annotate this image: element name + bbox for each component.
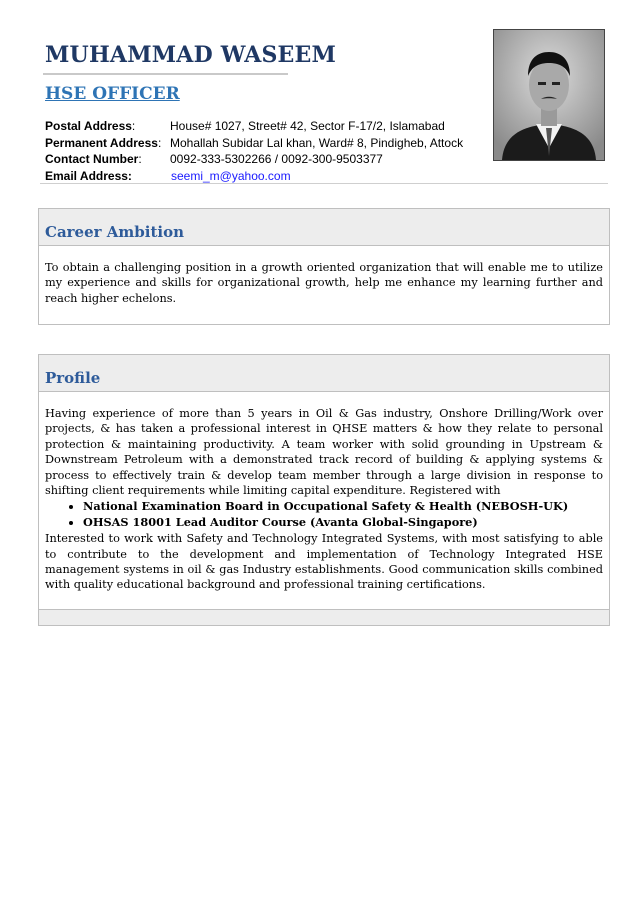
postal-address-value: House# 1027, Street# 42, Sector F-17/2, Islamabad bbox=[170, 119, 445, 133]
profile-outro: Interested to work with Safety and Technology Integrated Systems, with most satisfying to able to contribute to the development and implementation of Technology Integrated HSE management systems in oil & gas Industry establishments. Good communication skills combined with quality educational background and professional training certifications. bbox=[45, 532, 603, 592]
email-address-label: Email Address: bbox=[45, 168, 132, 183]
name-divider bbox=[43, 73, 288, 75]
job-title: HSE OFFICER bbox=[45, 84, 180, 104]
career-ambition-title: Career Ambition bbox=[45, 223, 185, 241]
career-ambition-section bbox=[38, 208, 610, 325]
permanent-address-value: Mohallah Subidar Lal khan, Ward# 8, Pindigheb, Attock bbox=[170, 135, 464, 150]
profile-footer-bar bbox=[39, 609, 609, 625]
certification-item: • OHSAS 18001 Lead Auditor Course (Avanta Global-Singapore) bbox=[83, 515, 603, 530]
contact-number-value: 0092-333-5302266 / 0092-300-9503377 bbox=[170, 152, 383, 166]
profile-header bbox=[39, 355, 609, 392]
postal-address-label: Postal Address bbox=[45, 119, 132, 133]
certification-list bbox=[45, 499, 603, 530]
contact-number-label: Contact Number bbox=[45, 152, 139, 166]
candidate-name: MUHAMMAD WASEEM bbox=[45, 42, 337, 68]
profile-title: Profile bbox=[45, 369, 101, 387]
certification-item: • National Examination Board in Occupational Safety & Health (NEBOSH-UK) bbox=[83, 499, 603, 514]
permanent-address-label: Permanent Address bbox=[45, 135, 158, 150]
profile-body bbox=[39, 392, 609, 599]
contact-divider bbox=[40, 183, 608, 184]
career-ambition-text: To obtain a challenging position in a growth oriented organization that will enable me to utilize my experience and skills for organizational growth, help me enhance my learning further and reach higher echelons. bbox=[45, 261, 603, 305]
email-link[interactable]: seemi_m@yahoo.com bbox=[171, 168, 291, 183]
profile-section bbox=[38, 354, 610, 626]
profile-intro: Having experience of more than 5 years in Oil & Gas industry, Onshore Drilling/Work over projects, & has taken a professional interest in QHSE matters & how they relate to personal protection & maintaining productivity. A team worker with solid grounding in Upstream & Downstream Petroleum with a demonstrated track record of building & applying systems & process to effectively train & develop team member through a large division in response to shifting client requirements while limiting capital expenditure. Registered with bbox=[45, 407, 603, 498]
career-ambition-header bbox=[39, 209, 609, 246]
profile-photo bbox=[493, 29, 605, 161]
portrait-image bbox=[494, 30, 604, 160]
